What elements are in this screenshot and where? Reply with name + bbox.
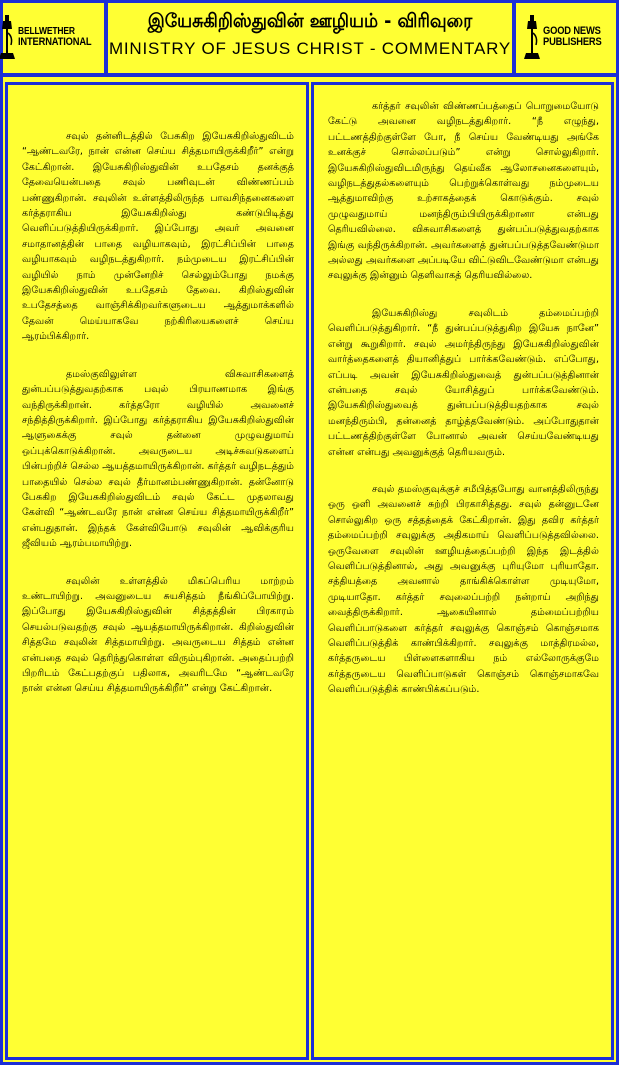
logo-line-2: INTERNATIONAL [18,35,92,48]
logo-line-1: GOOD NEWS [542,24,601,37]
bellwether-logo-text [18,26,91,48]
right-column [311,82,614,1060]
paragraph: கர்த்தர் சவுலின் விண்ணப்பத்தைப் பொறுமையோடு கேட்டு அவனை வழிநடத்துகிறார். “நீ எழுந்து, பட்டணத்திற்குள்ளே போ, நீ செய்ய வேண்டியது அங்கே உனக்குச் சொல்லப்படும்” என்று சொல்லுகிறார். இயேசுகிறிஸ்துவிடமிருந்து தெய்வீக ஆலோசனைகளையும், வழிநடத்துதல்களையும் பெற்றுக்கொள்வது நம்முடைய ஆத்துமாவிற்கு உற்சாகத்தைக் கொடுக்கும். சவுல் முழுவதுமாய் மனந்திரும்பியிருக்கிறானா என்பது தெரியவில்லை. விசுவாசிகளைத் துன்பப்படுத்துவதற்காக இங்கு வந்திருக்கிறான். அவர்களைத் துன்பப்படுத்தவேண்டுமா அல்லது அவர்களை அப்படியே விட்டுவிடவேண்டுமா என்பது சவுலுக்கு இன்னும் தெளிவாகத் தெரியவில்லை. [328,101,599,282]
bellwether-logo [0,0,108,73]
lamp-figure-icon [0,15,15,59]
paragraph: இயேசுகிறிஸ்து சவுலிடம் தம்மைப்பற்றி வெளிப்படுத்துகிறார். “நீ துன்பப்படுத்துகிற இயேசு நானே” என்று கூறுகிறார். சவுல் அமர்ந்திருந்து இயேசுகிறிஸ்துவின் வார்த்தைகளைத் தியானித்துப் பார்க்கவேண்டும். எப்போது, எப்படி அவன் இயேசுகிறிஸ்துவைத் துன்பப்படுத்தினான் என்பதை சவுல் யோசித்துப் பார்க்கவேண்டும். இயேசுகிறிஸ்துவைத் துன்பப்படுத்தியதற்காக சவுல் மனந்திரும்பி, தன்னைத் தாழ்த்தவேண்டும். அப்போதுதான் பட்டணத்திற்குள்ளே போனால் அவன் செய்யவேண்டியது என்ன என்பது அவனுக்குத் தெரியவரும். [328,307,599,458]
paragraph: சவுல் தமஸ்குவுக்குச் சமீபித்தபோது வானத்திலிருந்து ஒரு ஒளி அவனைச் சுற்றி பிரகாசித்தது. சவுல் தன்னுடனே சொல்லுகிற ஒரு சத்தத்தைக் கேட்கிறான். இது தவிர கர்த்தர் தம்மைப்பற்றி சவுலுக்கு அதிகமாய் வெளிப்படுத்தவில்லை. ஒருவேளை சவுலின் ஊழியத்தைப்பற்றி இந்த இடத்தில் வெளிப்படுத்தினால், அது அவனுக்கு புரியுமோ புரியாதோ. சத்தியத்தை அவனால் தாங்கிக்கொள்ள முடியுமோ, முடியாதோ. கர்த்தர் சவுலைப்பற்றி நன்றாய் அறிந்து வைத்திருக்கிறார். ஆகையினால் தம்மைப்பற்றிய வெளிப்பாடுகளை கர்த்தர் சவுலுக்கு கொஞ்சம் கொஞ்சமாக வெளிப்படுத்திக் காண்பிக்கிறார். சவுலுக்கு மாத்திரமல்ல, கர்த்தருடைய பிள்ளைகளாகிய நம் எல்லோருக்குமே கர்த்தருடைய வெளிப்பாடுகள் கொஞ்சம் கொஞ்சமாகவே வெளிப்படுத்திக் காண்பிக்கப்படும். [328,483,599,696]
page-title-english: MINISTRY OF JESUS CHRIST - COMMENTARY [108,39,512,58]
logo-line-1: BELLWETHER [18,25,76,37]
good-news-logo-text [543,26,602,48]
paragraph: தமஸ்குவிலுள்ள விசுவாசிகளைத் துன்பப்படுத்துவதற்காக பவுல் பிரயாணமாக இங்கு வந்திருக்கிறான். கர்த்தரோ வழியில் அவனைச் சந்தித்திருக்கிறார். இப்போது கர்த்தராகிய இயேசுகிறிஸ்துவின் ஆளுகைக்கு சவுல் தன்னை முழுவதுமாய் ஒப்புக்கொடுக்கிறான். அவருடைய அடிச்சுவடுகளைப் பின்பற்றிச் செல்ல ஆயத்தமாயிருக்கிறான். கர்த்தர் வழிநடத்தும் பாதையில் செல்ல சவுல் தீர்மானம்பண்ணுகிறான். தன்னோடு பேசுகிற இயேசுகிறிஸ்துவிடம் சவுல் கேட்ட முதலாவது கேள்வி “ஆண்டவரே நான் என்ன செய்ய சித்தமாயிருக்கிறீர்” என்பதுதான். இந்தக் கேள்வியோடு சவுலின் ஆவிக்குரிய ஜீவியம் ஆரம்பமாயிற்று. [22,368,294,550]
paragraph: சவுல் தன்னிடத்தில் பேசுகிற இயேசுகிறிஸ்துவிடம் “ஆண்டவரே, நான் என்ன செய்ய சித்தமாயிருக்கிறீர்” என்று கேட்கிறான். இயேசுகிறிஸ்துவின் உபதேசம் தனக்குத் தேவையென்பதை சவுல் பணிவுடன் விண்ணப்பம் பண்ணுகிறான். சவுலின் உள்ளத்திலிருந்த பாவசிந்தனைகளை கர்த்தராகிய இயேசுகிறிஸ்து கண்டுபிடித்து வெளிப்படுத்தியிருக்கிறார். இப்போது அவர் அவனை சமாதானத்தின் பாதை வழியாகவும், இரட்சிப்பின் பாதை வழியாகவும் வழிநடத்துகிறார். நம்முடைய இரட்சிப்பின் வழியில் நாம் முன்னேறிச் செல்லும்போது நமக்கு இயேசுகிறிஸ்துவின் உபதேசம் தேவை. கிறிஸ்துவின் உபதேசத்தை வாஞ்சிக்கிறவர்களுடைய ஆத்துமாக்களில் தேவன் மெய்யாகவே நற்கிரியைகளைச் செய்ய ஆரம்பிக்கிறார். [22,131,294,343]
logo-line-2: PUBLISHERS [542,35,602,48]
page-title-block [108,0,512,73]
page-title-tamil: இயேசுகிறிஸ்துவின் ஊழியம் - விரிவுரை [147,10,473,32]
good-news-logo [512,0,619,73]
page-header [0,0,619,77]
left-column [5,82,309,1060]
lamp-figure-icon [524,15,540,59]
paragraph: சவுலின் உள்ளத்தில் மிகப்பெரிய மாற்றம் உண்டாயிற்று. அவனுடைய சுயசித்தம் நீங்கிப்போயிற்று. இப்போது இயேசுகிறிஸ்துவின் சித்தத்தின் பிரகாரம் செயல்படுவதற்கு சவுல் ஆயத்தமாயிருக்கிறான். கிறிஸ்துவின் சித்தமே சவுலின் சித்தமாயிற்று. அவருடைய சித்தம் என்ன என்பதை சவுல் தெரிந்துகொள்ள விரும்புகிறான். அதைப்பற்றி பிறரிடம் கேட்பதற்குப் பதிலாக, அவரிடமே “ஆண்டவரே நான் என்ன செய்ய சித்தமாயிருக்கிறீர்” என்று கேட்கிறான். [22,575,294,695]
